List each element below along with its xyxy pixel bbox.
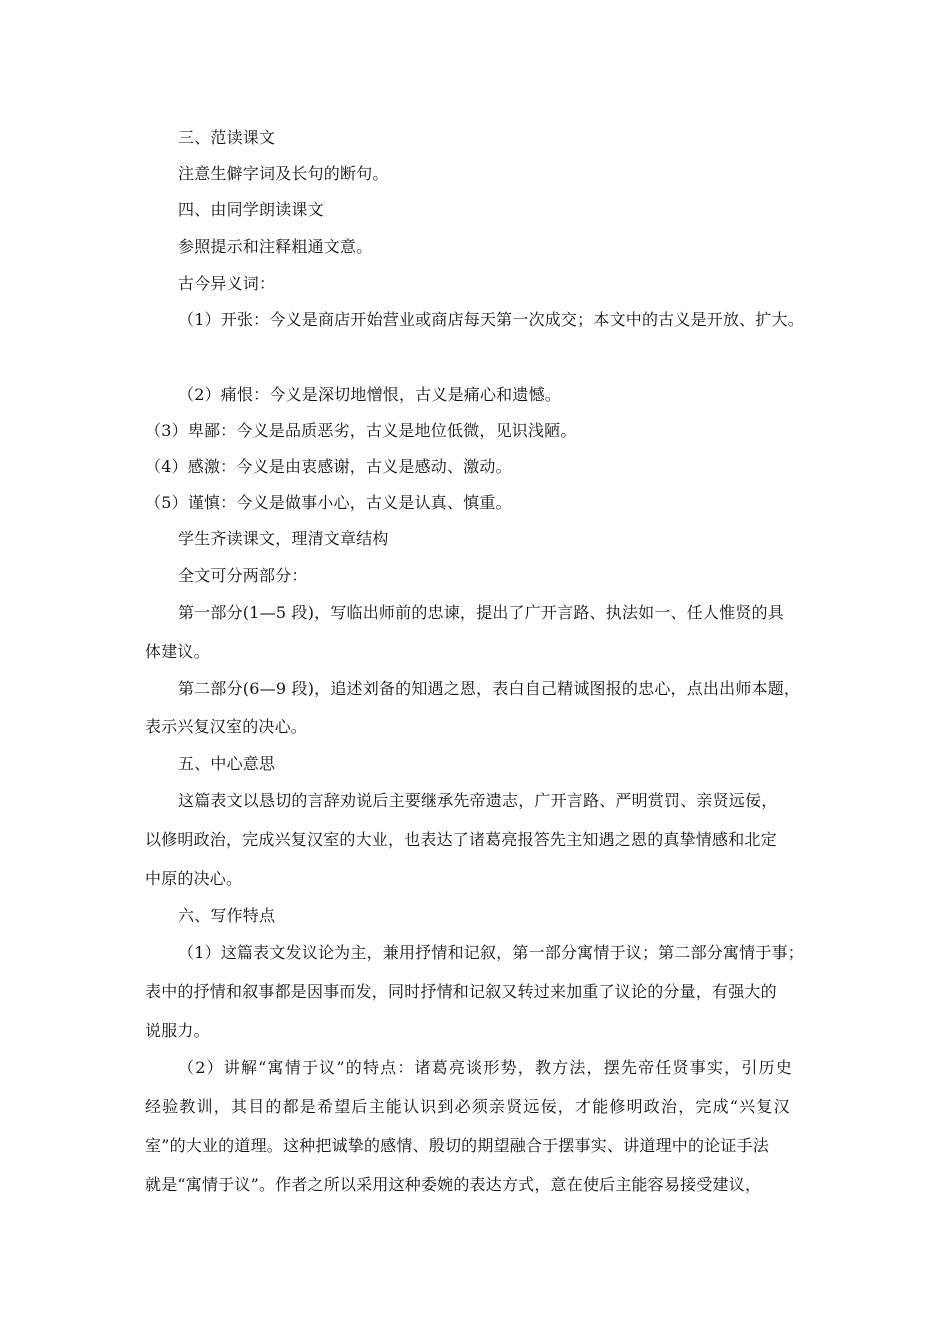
paragraph-line: 参照提示和注释粗通文意。 (178, 237, 373, 256)
section-heading-writing-features: 六、写作特点 (178, 906, 276, 925)
list-item: （2）痛恨：今义是深切地憎恨，古义是痛心和遗憾。 (178, 385, 561, 404)
paragraph-line: 学生齐读课文，理清文章结构 (178, 529, 389, 548)
paragraph-line: 就是“寓情于议”。作者之所以采用这种委婉的表达方式，意在使后主能容易接受建议， (145, 1175, 762, 1194)
list-item: （5）谨慎：今义是做事小心，古义是认真、慎重。 (145, 493, 512, 512)
paragraph-line: 注意生僻字词及长句的断句。 (178, 164, 389, 183)
subheading-ancient-modern-words: 古今异义词： (178, 274, 276, 293)
paragraph-line: 说服力。 (145, 1021, 210, 1040)
section-heading-student-reading: 四、由同学朗读课文 (178, 200, 324, 219)
paragraph-line: （1）这篇表文发议论为主，兼用抒情和记叙，第一部分寓情于议；第二部分寓情于事； (178, 943, 804, 962)
list-item: （1）开张：今义是商店开始营业或商店每天第一次成交；本文中的古义是开放、扩大。 (178, 310, 804, 329)
paragraph-line: 经验教训，其目的都是希望后主能认识到必须亲贤远佞，才能修明政治，完成“兴复汉 (145, 1097, 791, 1116)
paragraph-line: 全文可分两部分： (178, 566, 308, 585)
section-heading-reading: 三、范读课文 (178, 128, 276, 147)
paragraph-line: 这篇表文以恳切的言辞劝说后主要继承先帝遗志，广开言路、严明赏罚、亲贤远佞， (178, 791, 778, 810)
paragraph-line: 中原的决心。 (145, 869, 243, 888)
paragraph-line: 以修明政治，完成兴复汉室的大业，也表达了诸葛亮报答先主知遇之恩的真挚情感和北定 (145, 830, 777, 849)
list-item: （3）卑鄙：今义是品质恶劣，古义是地位低微，见识浅陋。 (145, 421, 577, 440)
paragraph-line: 室”的大业的道理。这种把诚挚的感情、殷切的期望融合于摆事实、讲道理中的论证手法 (145, 1136, 769, 1155)
section-heading-main-idea: 五、中心意思 (178, 754, 276, 773)
paragraph-line: 第一部分(1—5 段)，写临出师前的忠谏，提出了广开言路、执法如一、任人惟贤的具 (178, 603, 784, 622)
paragraph-line: 表示兴复汉室的决心。 (145, 717, 308, 736)
paragraph-line: 第二部分(6—9 段)，追述刘备的知遇之恩，表白自己精诚图报的忠心，点出出师本题， (178, 679, 801, 698)
paragraph-line: 体建议。 (145, 642, 210, 661)
paragraph-line: 表中的抒情和叙事都是因事而发，同时抒情和记叙又转过来加重了议论的分量，有强大的 (145, 982, 777, 1001)
list-item: （4）感激：今义是由衷感谢，古义是感动、激动。 (145, 457, 512, 476)
paragraph-line: （2）讲解“寓情于议”的特点：诸葛亮谈形势，教方法，摆先帝任贤事实，引历史 (178, 1058, 793, 1077)
